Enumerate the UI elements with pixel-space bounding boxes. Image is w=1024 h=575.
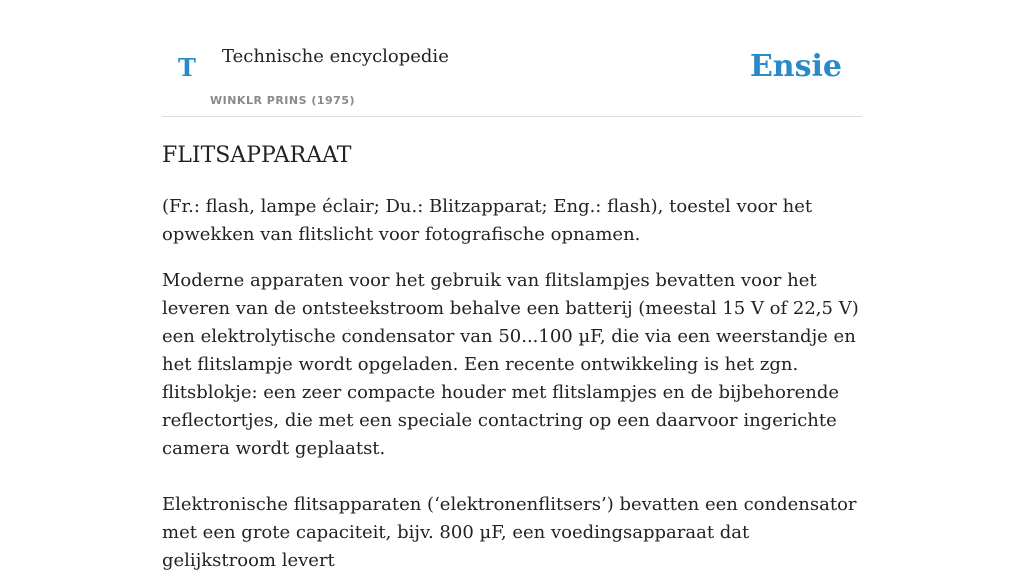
article-body — [162, 193, 862, 575]
source-header — [162, 0, 862, 117]
article-paragraph: Elektronische flitsapparaten (‘elektronenflitsers’) bevatten een condensator met een grote capaciteit, bijv. 800 µF, een voedingsapparaat dat gelijkstroom levert — [162, 494, 857, 572]
article-paragraph: (Fr.: flash, lampe éclair; Du.: Blitzapparat; Eng.: flash), toestel voor het opwekken van flitslicht voor fotografische opnamen. — [162, 196, 813, 246]
ensie-logo[interactable]: Ensie — [749, 49, 842, 84]
page — [162, 0, 862, 572]
source-logo[interactable]: T — [178, 53, 196, 82]
source-subtitle: WINKLR PRINS (1975) — [210, 94, 356, 107]
article-title: FLITSAPPARAAT — [162, 143, 352, 168]
source-title[interactable]: Technische encyclopedie — [222, 46, 449, 67]
article-paragraph: Moderne apparaten voor het gebruik van flitslampjes bevatten voor het leveren van de ontsteekstroom behalve een batterij (meestal 15 V of 22,5 V) een elektrolytische condensator van 50...100 µF, die via een weerstandje en het flitslampje wordt opgeladen. Een recente ontwikkeling is het zgn. flitsblokje: een zeer compacte houder met flitslampjes en de bijbehorende reflectortjes, die met een speciale contactring op een daarvoor ingerichte camera wordt geplaatst. — [162, 270, 859, 460]
